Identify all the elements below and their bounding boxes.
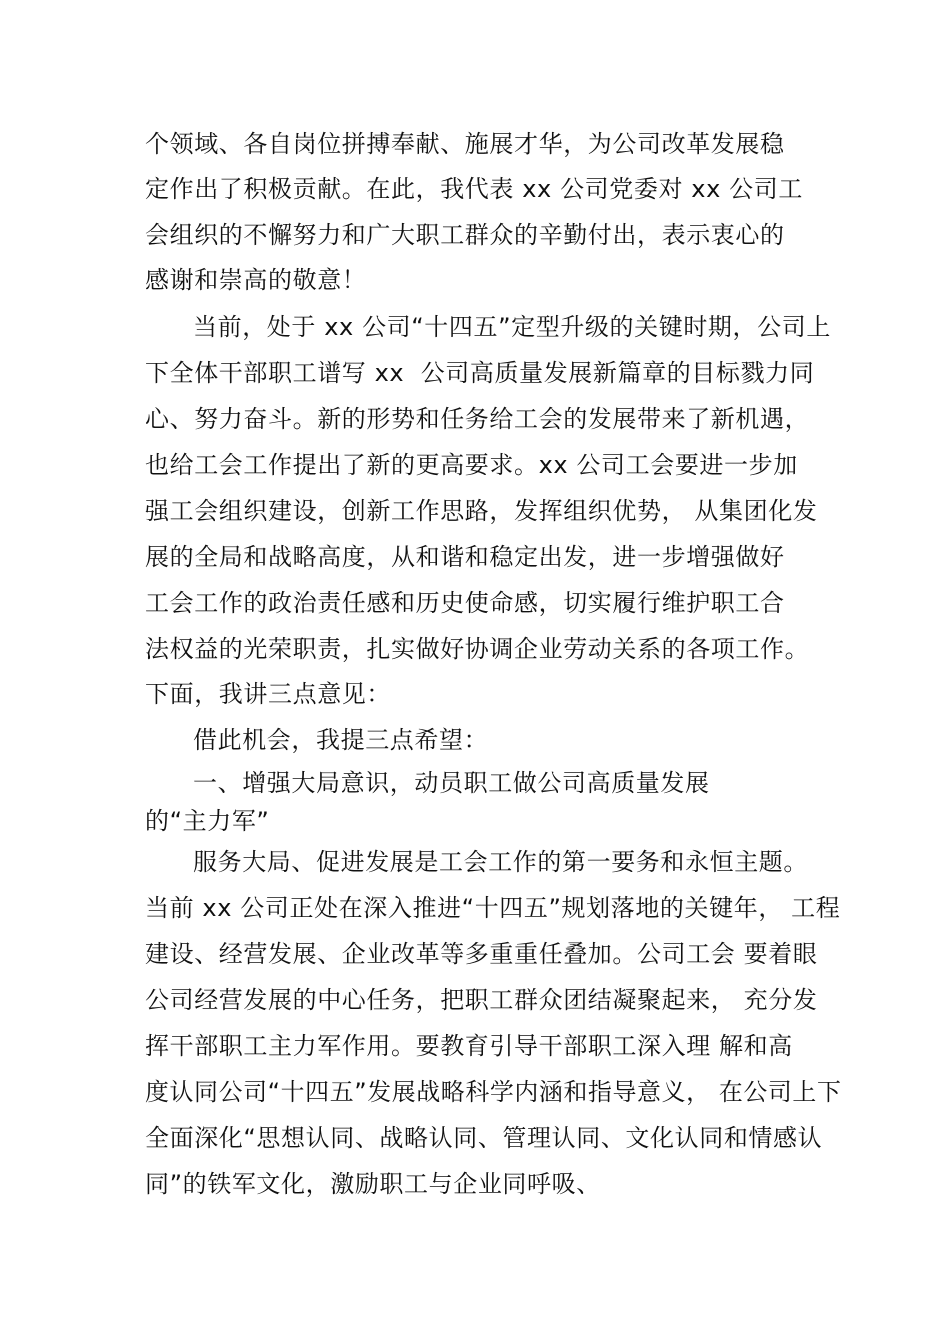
body-text-line: 下全体干部职工谱写 xx 公司高质量发展新篇章的目标戮力同 (145, 359, 815, 387)
body-text-line: 定作出了积极贡献。在此，我代表 xx 公司党委对 xx 公司工 (145, 175, 803, 203)
paragraph-first-line: 借此机会，我提三点希望： (193, 726, 489, 754)
body-text-line: 工会工作的政治责任感和历史使命感，切实履行维护职工合 (145, 589, 785, 617)
body-text-line: 展的全局和战略高度，从和谐和稳定出发，进一步增强做好 (145, 543, 785, 571)
section-heading: 一、增强大局意识，动员职工做公司高质量发展 (193, 769, 710, 797)
body-text-line: 挥干部职工主力军作用。要教育引导干部职工深入理 解和高 (145, 1032, 793, 1060)
body-text-line: 当前 xx 公司正处在深入推进“十四五”规划落地的关键年， 工程 (145, 894, 841, 922)
body-text-line: 也给工会工作提出了新的更高要求。xx 公司工会要进一步加 (145, 451, 798, 479)
body-text-line: 同”的铁军文化，激励职工与企业同呼吸、 (145, 1170, 601, 1198)
body-text-line: 度认同公司“十四五”发展战略科学内涵和指导意义， 在公司上下 (145, 1078, 842, 1106)
body-text-line: 下面，我讲三点意见： (145, 680, 391, 708)
body-text-line: 感谢和崇高的敬意！ (145, 266, 367, 294)
body-text-line: 个领域、各自岗位拼搏奉献、施展才华，为公司改革发展稳 (145, 130, 785, 158)
body-text-line: 全面深化“思想认同、战略认同、管理认同、文化认同和情感认 (145, 1124, 823, 1152)
paragraph-first-line: 当前，处于 xx 公司“十四五”定型升级的关键时期，公司上 (193, 313, 831, 341)
body-text-line: 会组织的不懈努力和广大职工群众的辛勤付出，表示衷心的 (145, 221, 785, 249)
section-heading-continuation: 的“主力军” (145, 807, 270, 835)
body-text-line: 法权益的光荣职责，扎实做好协调企业劳动关系的各项工作。 (145, 635, 810, 663)
body-text-line: 建设、经营发展、企业改革等多重重任叠加。公司工会 要着眼 (145, 940, 818, 968)
body-text-line: 公司经营发展的中心任务，把职工群众团结凝聚起来， 充分发 (145, 986, 818, 1014)
body-text-line: 心、努力奋斗。新的形势和任务给工会的发展带来了新机遇， (145, 405, 810, 433)
paragraph-first-line: 服务大局、促进发展是工会工作的第一要务和永恒主题。 (193, 848, 808, 876)
body-text-line: 强工会组织建设，创新工作思路，发挥组织优势， 从集团化发 (145, 497, 818, 525)
